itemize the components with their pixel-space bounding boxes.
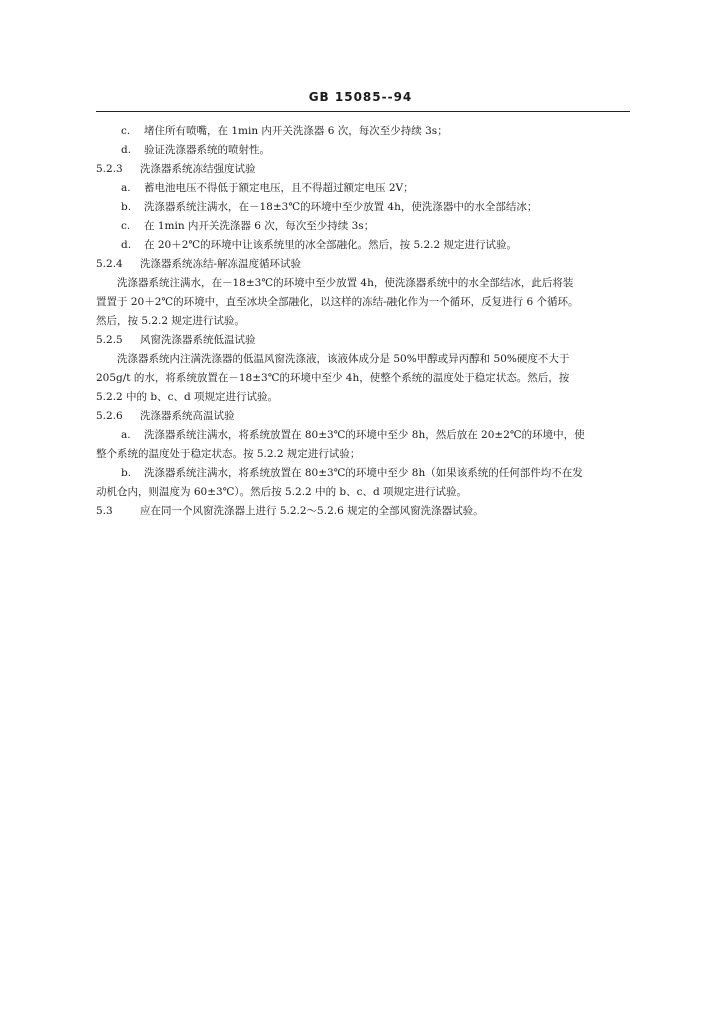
document-body xyxy=(96,122,658,521)
line-text: 洗涤器系统冻结强度试验 xyxy=(140,163,256,175)
section-number: 5.2.4 xyxy=(96,258,123,270)
list-item xyxy=(96,141,658,160)
standard-number: GB 15085--94 xyxy=(308,90,413,104)
item-marker: a. xyxy=(121,429,131,441)
line-text: 洗涤器系统注满水，在－18±3℃的环境中至少放置 4h，使洗涤器中的水全部结冰； xyxy=(144,201,538,213)
line-text: 动机仓内，则温度为 60±3℃）。然后按 5.2.2 中的 b、c、d 项规定进行试验。 xyxy=(96,486,468,498)
line-text: 洗涤器系统高温试验 xyxy=(140,410,235,422)
section-heading xyxy=(96,502,658,521)
item-marker: b. xyxy=(121,467,132,479)
list-item xyxy=(96,198,658,217)
item-marker: a. xyxy=(121,182,131,194)
line-text: 置置于 20＋2℃的环境中，直至冰块全部融化，以这样的冻结-融化作为一个循环，反复进行 6 个循环。 xyxy=(96,296,579,308)
paragraph-continuation xyxy=(96,445,658,464)
section-heading xyxy=(96,160,658,179)
paragraph-continuation xyxy=(96,388,658,407)
section-number: 5.2.3 xyxy=(96,163,123,175)
line-text: 洗涤器系统冻结-解冻温度循环试验 xyxy=(140,258,302,270)
section-number: 5.3 xyxy=(96,505,113,517)
list-item xyxy=(96,217,658,236)
line-text: 风窗洗涤器系统低温试验 xyxy=(140,334,256,346)
item-marker: d. xyxy=(121,144,132,156)
section-number: 5.2.5 xyxy=(96,334,123,346)
line-text: 堵住所有喷嘴，在 1min 内开关洗涤器 6 次，每次至少持续 3s； xyxy=(144,125,448,137)
item-marker: c. xyxy=(121,125,131,137)
line-text: 验证洗涤器系统的喷射性。 xyxy=(144,144,270,156)
list-item xyxy=(96,426,658,445)
line-text: 整个系统的温度处于稳定状态。按 5.2.2 规定进行试验； xyxy=(96,448,361,460)
line-text: 洗涤器系统内注满洗涤器的低温风窗洗涤液，该液体成分是 50%甲醇或异丙醇和 50%硬度不大于 xyxy=(117,353,570,365)
section-heading xyxy=(96,407,658,426)
line-text: 洗涤器系统注满水，将系统放置在 80±3℃的环境中至少 8h（如果该系统的任何部件均不在发 xyxy=(144,467,583,479)
line-text: 应在同一个风窗洗涤器上进行 5.2.2～5.2.6 规定的全部风窗洗涤器试验。 xyxy=(140,505,484,517)
line-text: 洗涤器系统注满水，在－18±3℃的环境中至少放置 4h，使洗涤器系统中的水全部结冰，此后将装 xyxy=(117,277,574,289)
line-text: 在 20＋2℃的环境中让该系统里的冰全部融化。然后，按 5.2.2 规定进行试验。 xyxy=(144,239,518,251)
section-heading xyxy=(96,331,658,350)
section-number: 5.2.6 xyxy=(96,410,123,422)
item-marker: d. xyxy=(121,239,132,251)
line-text: 5.2.2 中的 b、c、d 项规定进行试验。 xyxy=(96,391,279,403)
paragraph-line xyxy=(96,350,658,369)
line-text: 蓄电池电压不得低于额定电压，且不得超过额定电压 2V； xyxy=(144,182,414,194)
line-text: 洗涤器系统注满水，将系统放置在 80±3℃的环境中至少 8h，然后放在 20±2℃的环境中，使 xyxy=(144,429,585,441)
paragraph-continuation xyxy=(96,293,658,312)
item-marker: b. xyxy=(121,201,132,213)
line-text: 然后，按 5.2.2 规定进行试验。 xyxy=(96,315,245,327)
list-item xyxy=(96,236,658,255)
header-rule xyxy=(96,111,630,112)
line-text: 在 1min 内开关洗涤器 6 次，每次至少持续 3s； xyxy=(144,220,375,232)
line-text: 205g/t 的水，将系统放置在－18±3℃的环境中至少 4h，使整个系统的温度处于稳定状态。然后，按 xyxy=(96,372,570,384)
paragraph-line xyxy=(96,274,658,293)
list-item xyxy=(96,179,658,198)
section-heading xyxy=(96,255,658,274)
paragraph-continuation xyxy=(96,312,658,331)
paragraph-continuation xyxy=(96,483,658,502)
page-header xyxy=(0,90,721,104)
list-item xyxy=(96,464,658,483)
list-item xyxy=(96,122,658,141)
item-marker: c. xyxy=(121,220,131,232)
paragraph-continuation xyxy=(96,369,658,388)
